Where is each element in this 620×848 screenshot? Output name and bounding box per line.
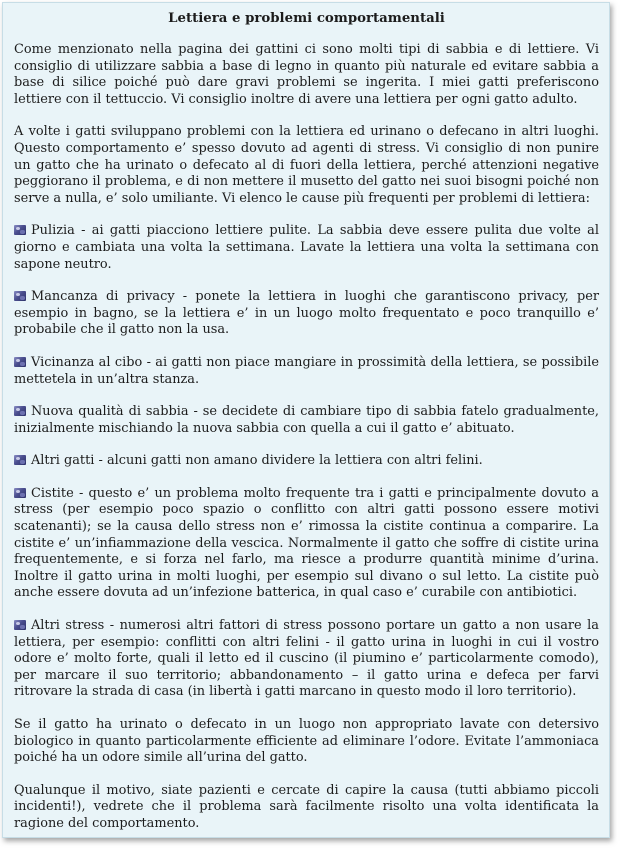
cause-item-new-litter [14, 404, 599, 437]
cause-text: Cistite - questo e’ un problema molto frequente tra i gatti e principalmente dovuto a stress (per esempio poco spazio o conflitto con altri gatti possono essere motivi scatenanti); se la causa dello stress non e’ rimossa la cistite continua a comparire. La cistite e’ un’infiammazione della vescica. Normalmente il gatto che soffre di cistite urina frequentemente, e si forza nel farlo, ma riesce a produrre quantità minime d’urina. Inoltre il gatto urina in molti luoghi, per esempio sul divano o sul letto. La cistite può anche essere dovuta ad un’infezione batterica, in qual caso e’ curabile con antibiotici. [14, 485, 599, 601]
paw-bullet-icon [14, 357, 26, 367]
paw-bullet-icon [14, 406, 26, 416]
cause-item-other-stress [14, 618, 599, 701]
closing-paragraph: Qualunque il motivo, siate pazienti e cercate di capire la causa (tutti abbiamo piccoli incidenti!), vedrete che il problema sarà facilmente risolto una volta identificata la ragione del comportamento. [14, 782, 599, 831]
cause-text: Pulizia - ai gatti piacciono lettiere pulite. La sabbia deve essere pulita due volte al giorno e cambiata una volta la settimana. Lavate la lettiera una volta la settimana con sapone neutro. [14, 223, 599, 272]
paw-bullet-icon [14, 620, 26, 630]
intro-paragraph: A volte i gatti sviluppano problemi con la lettiera ed urinano o defecano in altri luoghi. Questo comportamento e’ spesso dovuto ad agenti di stress. Vi consiglio di non punire un gatto che ha urinato o defecato al di fuori della lettiera, perché attenzioni negative peggiorano il problema, e di non mettere il musetto del gatto nei suoi bisogni poiché non serve a nulla, e’ solo umiliante. Vi elenco le cause più frequenti per problemi di lettiera: [14, 124, 599, 206]
cause-item-food-proximity [14, 355, 599, 388]
paw-bullet-icon [14, 291, 26, 301]
cause-text: Vicinanza al cibo - ai gatti non piace mangiare in prossimità della lettiera, se possibile mettetela in un’altra stanza. [14, 354, 599, 387]
cause-text: Altri gatti - alcuni gatti non amano dividere la lettiera con altri felini. [31, 453, 483, 469]
cause-item-cleanliness [14, 223, 599, 273]
cause-item-cystitis [14, 486, 599, 602]
cause-text: Nuova qualità di sabbia - se decidete di cambiare tipo di sabbia fatelo gradualmente, inizialmente mischiando la nuova sabbia con quella a cui il gatto e’ abituato. [14, 404, 599, 436]
cause-text: Altri stress - numerosi altri fattori di stress possono portare un gatto a non usare la lettiera, per esempio: conflitti con altri felini - il gatto urina in luoghi in cui il vostro odore e’ molto forte, quali il letto ed il cuscino (il piumino e’ particolarmente comodo), per marcare il suo territorio; abbandonamento – il gatto urina e defeca per farvi ritrovare la strada di casa (in libertà i gatti marcano in questo modo il loro territorio). [14, 618, 599, 700]
article-title: Lettiera e problemi comportamentali [168, 11, 445, 26]
cause-text: Mancanza di privacy - ponete la lettiera in luoghi che garantiscono privacy, per esempio in bagno, se la lettiera e’ in un luogo molto frequentato e poco tranquillo e’ probabile che il gatto non la usa. [14, 289, 599, 338]
cause-item-other-cats [14, 453, 599, 470]
cause-item-privacy [14, 289, 599, 339]
intro-paragraph: Come menzionato nella pagina dei gattini ci sono molti tipi di sabbia e di lettiere. Vi consiglio di utilizzare sabbia a base di legno in quanto più naturale ed evitare sabbia a base di silice poiché può dare gravi problemi se ingerita. I miei gatti preferiscono lettiere con il tettuccio. Vi consiglio inoltre di avere una lettiera per ogni gatto adulto. [14, 42, 599, 107]
closing-paragraph: Se il gatto ha urinato o defecato in un luogo non appropriato lavate con detersivo biologico in quanto particolarmente efficiente ad eliminare l’odore. Evitate l’ammoniaca poiché ha un odore simile all’urina del gatto. [14, 717, 599, 766]
paw-bullet-icon [14, 225, 26, 235]
paw-bullet-icon [14, 455, 26, 465]
paw-bullet-icon [14, 488, 26, 498]
article-panel [2, 2, 610, 838]
